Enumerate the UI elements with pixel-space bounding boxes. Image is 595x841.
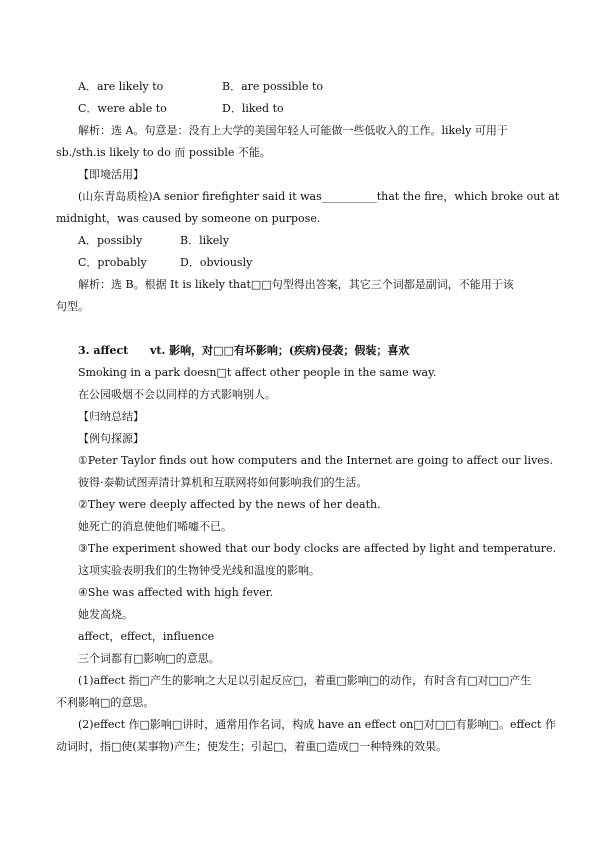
question-text: midnight，was caused by someone on purpose. [56, 212, 321, 225]
option-a: A．possibly [78, 234, 143, 247]
example-chinese: 彼得·泰勒试图弄清计算机和互联网将如何影响我们的生活。 [78, 476, 368, 489]
explanation-line: (1)affect 指□产生的影响之大足以引起反应□，着重□影响□的动作，有时含有□对□□产生 [78, 674, 532, 687]
option-d: D．obviously [180, 256, 253, 269]
example-english: ③The experiment showed that our body clocks are affected by light and temperature. [78, 542, 557, 555]
analysis-line: sb./sth.is likely to do 而 possible 不能。 [56, 146, 271, 159]
explanation-line: (2)effect 作□影响□讲时，通常用作名词，构成 have an effect on□对□□有影响□。effect 作 [78, 718, 556, 731]
example-english: ④She was affected with high fever. [78, 586, 274, 599]
analysis-line: 解析：选 A。句意是：没有上大学的美国年轻人可能做一些低收入的工作。likely 可用于 [78, 124, 508, 137]
entry-definition: vt. 影响，对□□有坏影响；(疾病)侵袭；假装；喜欢 [150, 344, 410, 357]
option-c: C．probably [78, 256, 147, 269]
example-english: Smoking in a park doesn□t affect other people in the same way. [78, 366, 437, 379]
explanation-line: 不利影响□的意思。 [56, 696, 155, 709]
section-heading: 【归纳总结】 [78, 410, 144, 423]
compare-words: affect，effect，influence [78, 630, 215, 643]
option-a: A．are likely to [78, 80, 164, 93]
example-english: ①Peter Taylor finds out how computers and the Internet are going to affect our lives. [78, 454, 553, 467]
example-chinese: 她死亡的消息使他们唏嘘不已。 [78, 520, 232, 533]
option-c: C．were able to [78, 102, 167, 115]
analysis-line: 解析：选 B。根据 It is likely that□□句型得出答案，其它三个词都是副词，不能用于该 [78, 278, 514, 291]
section-heading: 【例句探源】 [78, 432, 144, 445]
question-text: (山东青岛质检)A senior firefighter said it was__________that the fire，which broke out at [78, 190, 560, 203]
compare-intro: 三个词都有□影响□的意思。 [78, 652, 220, 665]
example-english: ②They were deeply affected by the news of her death. [78, 498, 381, 511]
entry-headword: 3. affect [78, 344, 129, 357]
option-b: B．are possible to [222, 80, 323, 93]
analysis-line: 句型。 [56, 300, 89, 313]
section-heading: 【即境活用】 [78, 168, 144, 181]
example-chinese: 这项实验表明我们的生物钟受光线和温度的影响。 [78, 564, 320, 577]
option-d: D．liked to [222, 102, 284, 115]
option-b: B．likely [180, 234, 230, 247]
example-chinese: 在公园吸烟不会以同样的方式影响别人。 [78, 388, 276, 401]
explanation-line: 动词时，指□使(某事物)产生；使发生；引起□，着重□造成□一种特殊的效果。 [56, 740, 448, 753]
example-chinese: 她发高烧。 [78, 608, 133, 621]
